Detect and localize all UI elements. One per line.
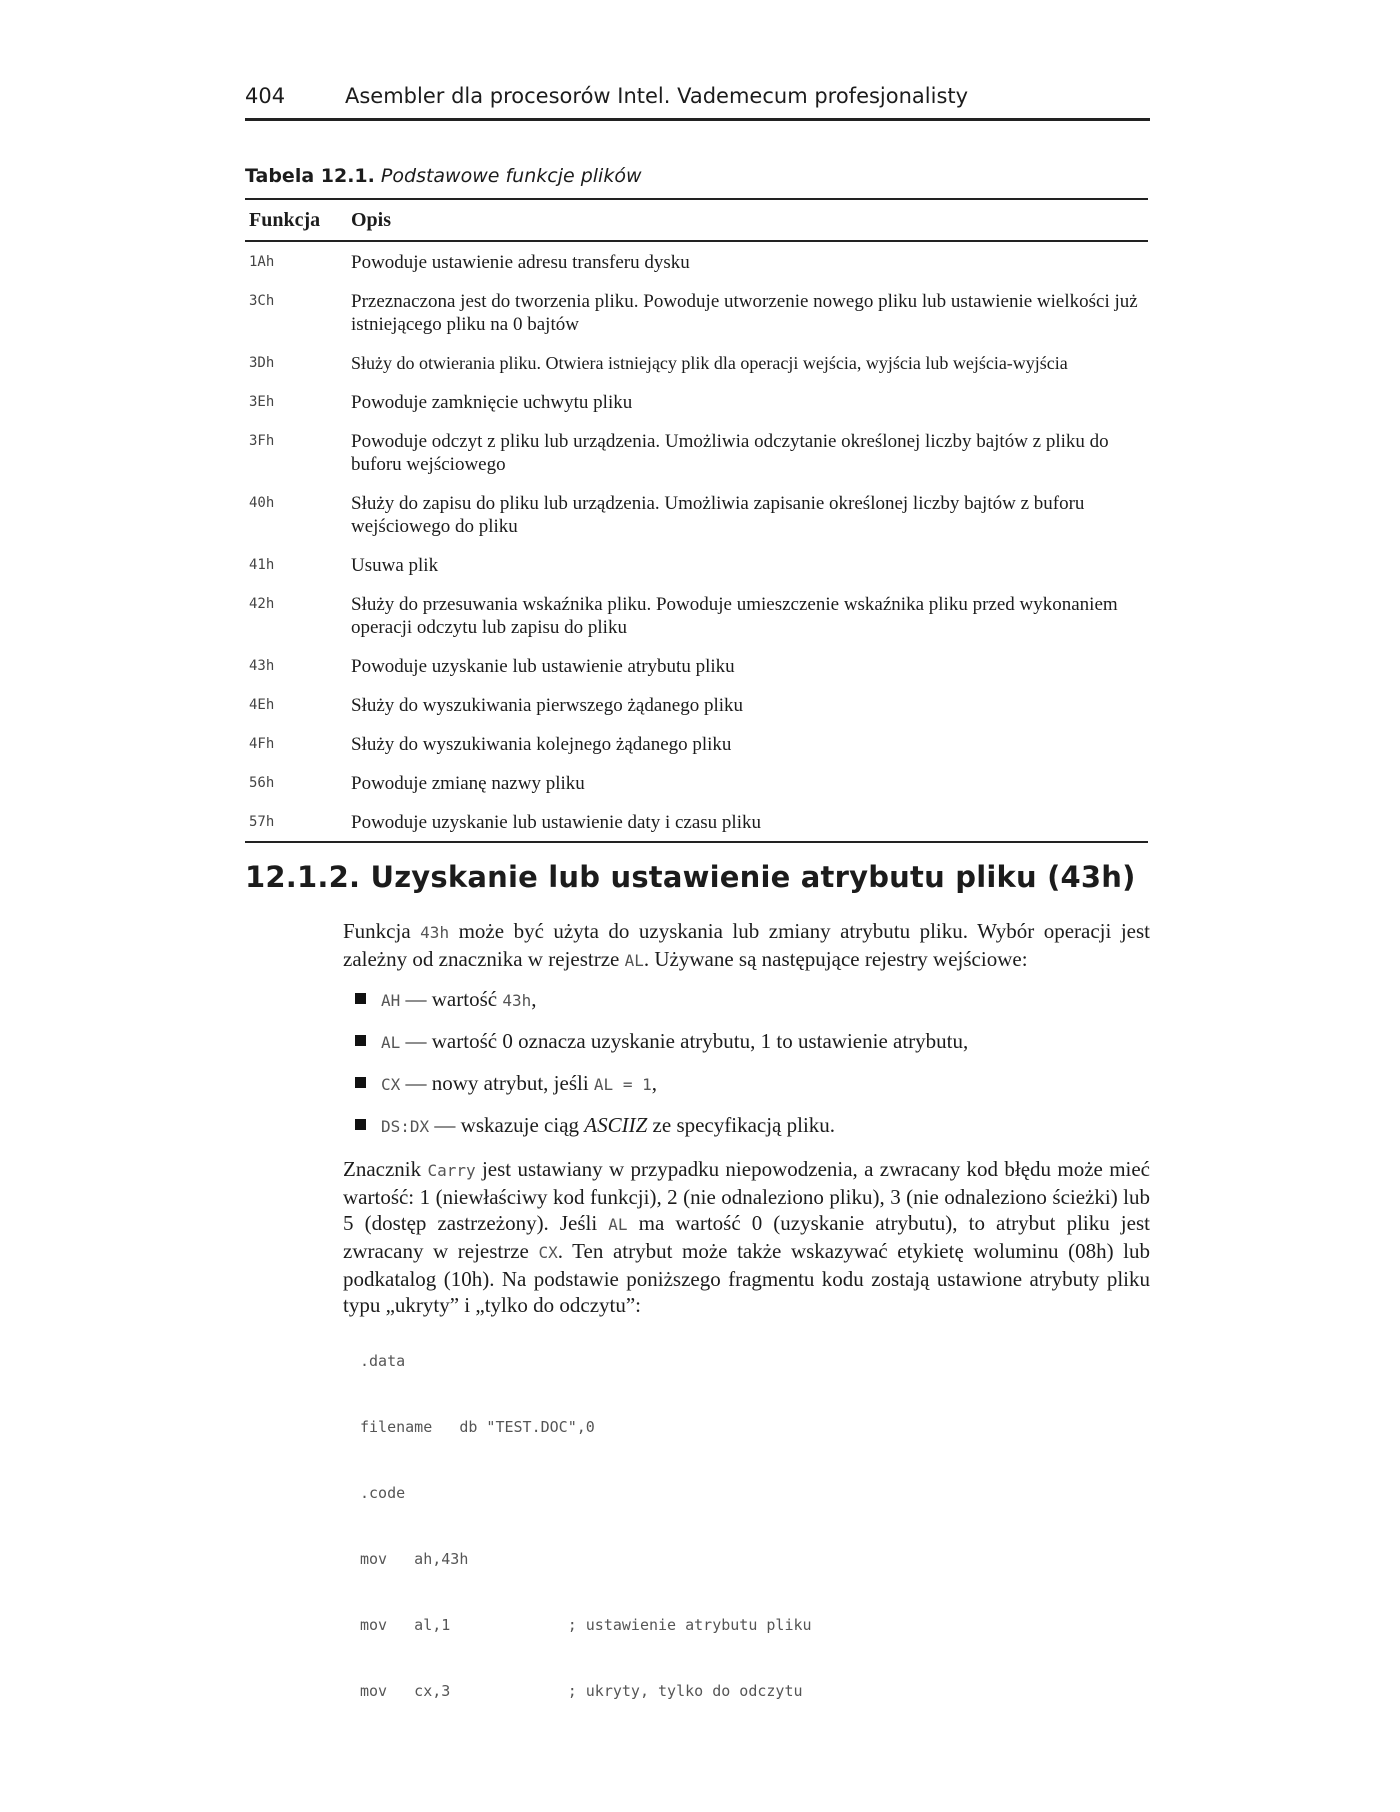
function-description: Służy do wyszukiwania pierwszego żądanego pliku	[351, 695, 744, 716]
text-run: ma wartość 0 (uzyskanie atrybutu), to atrybut pliku jest zwracany w rejestrze	[343, 1211, 1150, 1263]
text-run: ze specyfikacją pliku.	[647, 1113, 836, 1137]
inline-code: AL	[608, 1215, 628, 1234]
function-description: Służy do zapisu do pliku lub urządzenia. Umożliwia zapisanie określonej liczby bajtów z buforu wejściowego do pliku	[351, 493, 1085, 537]
table-row	[245, 545, 1148, 584]
function-description: Powoduje ustawienie adresu transferu dysku	[351, 252, 690, 273]
inline-code: Carry	[427, 1161, 476, 1180]
text-run: . Używane są następujące rejestry wejściowe:	[643, 947, 1028, 971]
list-item	[355, 986, 1150, 1014]
list-item	[355, 1028, 1150, 1056]
function-code: 1Ah	[249, 254, 275, 270]
table-caption-label: Tabela 12.1.	[245, 165, 375, 187]
square-bullet-icon	[355, 1077, 366, 1088]
text-run: ,	[531, 987, 537, 1011]
column-header-description: Opis	[351, 208, 392, 231]
text-run: — nowy atrybut, jeśli	[400, 1071, 594, 1095]
inline-code: AL	[624, 951, 644, 970]
code-line: mov cx,3 ; ukryty, tylko do odczytu	[360, 1682, 803, 1700]
code-line: .data	[360, 1352, 406, 1370]
table-row	[245, 382, 1148, 421]
table-caption	[245, 165, 642, 187]
register-name: CX	[381, 1075, 401, 1094]
function-code: 42h	[249, 596, 275, 612]
square-bullet-icon	[355, 993, 366, 1004]
text-run: — wartość 0 oznacza uzyskanie atrybutu, 1 to ustawienie atrybutu,	[400, 1029, 969, 1053]
function-code: 40h	[249, 495, 275, 511]
table-row	[245, 724, 1148, 763]
table-row	[245, 483, 1148, 545]
table-caption-text: Podstawowe funkcje plików	[380, 165, 642, 187]
text-run: jest ustawiany w przypadku niepowodzenia, a zwracany kod błędu może mieć wartość: 1 (niewłaściwy kod funkcji), 2 (nie odnaleziono pliku), 3 (nie odnaleziono ścieżki) lub 5 (dostęp zastrzeżony). Jeśli	[343, 1157, 1151, 1235]
column-header-function: Funkcja	[249, 208, 321, 231]
register-name: AL	[381, 1033, 401, 1052]
table-row	[245, 421, 1148, 483]
inline-code: 43h	[420, 923, 450, 942]
list-item	[355, 1112, 1150, 1140]
text-run: . Ten atrybut może także wskazywać etykietę woluminu (08h) lub podkatalog (10h). Na podstawie poniższego fragmentu kodu zostają ustawione atrybuty pliku typu „ukryty” i „tylko do odczytu”:	[343, 1239, 1150, 1317]
function-description: Służy do otwierania pliku. Otwiera istniejący plik dla operacji wejścia, wyjścia lub wejścia-wyjścia	[351, 353, 1068, 373]
function-description: Służy do przesuwania wskaźnika pliku. Powoduje umieszczenie wskaźnika pliku przed wykonaniem operacji odczytu lub zapisu do pliku	[351, 594, 1118, 638]
function-code: 4Fh	[249, 736, 275, 752]
table-body	[245, 242, 1148, 841]
code-line: mov al,1 ; ustawienie atrybutu pliku	[360, 1616, 812, 1634]
text-run: ,	[651, 1071, 657, 1095]
function-description: Powoduje zmianę nazwy pliku	[351, 773, 585, 794]
table-row	[245, 763, 1148, 802]
table-row	[245, 281, 1148, 343]
function-description: Przeznaczona jest do tworzenia pliku. Powoduje utworzenie nowego pliku lub ustawienie wielkości już istniejącego pliku na 0 bajtów	[351, 291, 1138, 335]
text-run: Funkcja	[343, 919, 421, 943]
table-row	[245, 646, 1148, 685]
register-name: DS:DX	[381, 1117, 430, 1136]
function-code: 4Eh	[249, 697, 275, 713]
table-row	[245, 584, 1148, 646]
text-run: — wskazuje ciąg	[429, 1113, 585, 1137]
code-line: filename db "TEST.DOC",0	[360, 1418, 595, 1436]
function-description: Powoduje uzyskanie lub ustawienie daty i czasu pliku	[351, 812, 761, 833]
text-run: — wartość	[400, 987, 503, 1011]
function-code: 3Eh	[249, 394, 275, 410]
running-header	[245, 80, 1150, 121]
table-row	[245, 685, 1148, 724]
list-item	[355, 1070, 1150, 1098]
inline-code: AL = 1	[593, 1075, 652, 1094]
inline-code: 43h	[502, 991, 532, 1010]
function-code: 56h	[249, 775, 275, 791]
intro-paragraph	[343, 918, 1150, 974]
function-description: Powoduje zamknięcie uchwytu pliku	[351, 392, 633, 413]
error-paragraph	[343, 1156, 1150, 1318]
table-row	[245, 343, 1148, 382]
page-number: 404	[245, 84, 286, 108]
table-row	[245, 242, 1148, 281]
function-code: 41h	[249, 557, 275, 573]
register-list	[343, 986, 1150, 1140]
function-code: 57h	[249, 814, 275, 830]
register-name: AH	[381, 991, 401, 1010]
text-run: Znacznik	[343, 1157, 428, 1181]
function-description: Usuwa plik	[351, 555, 439, 576]
square-bullet-icon	[355, 1035, 366, 1046]
code-line: mov ah,43h	[360, 1550, 469, 1568]
code-line: .code	[360, 1484, 406, 1502]
book-title: Asembler dla procesorów Intel. Vademecum profesjonalisty	[345, 84, 969, 108]
italic-term: ASCIIZ	[584, 1113, 648, 1137]
table-row	[245, 802, 1148, 841]
code-listing	[360, 1306, 812, 1724]
function-description: Służy do wyszukiwania kolejnego żądanego pliku	[351, 734, 732, 755]
square-bullet-icon	[355, 1119, 366, 1130]
function-description: Powoduje odczyt z pliku lub urządzenia. Umożliwia odczytanie określonej liczby bajtów z pliku do buforu wejściowego	[351, 431, 1109, 475]
function-code: 3Dh	[249, 355, 275, 371]
inline-code: CX	[538, 1243, 558, 1262]
file-functions-table	[245, 198, 1148, 843]
function-code: 3Ch	[249, 293, 275, 309]
section-heading: 12.1.2. Uzyskanie lub ustawienie atrybutu pliku (43h)	[245, 860, 1136, 894]
table-header-row	[245, 200, 1148, 242]
function-code: 3Fh	[249, 433, 275, 449]
function-code: 43h	[249, 658, 275, 674]
section-body	[343, 918, 1150, 1318]
function-description: Powoduje uzyskanie lub ustawienie atrybutu pliku	[351, 656, 735, 677]
text-run: może być użyta do uzyskania lub zmiany atrybutu pliku. Wybór operacji jest zależny od znacznika w rejestrze	[343, 919, 1151, 971]
